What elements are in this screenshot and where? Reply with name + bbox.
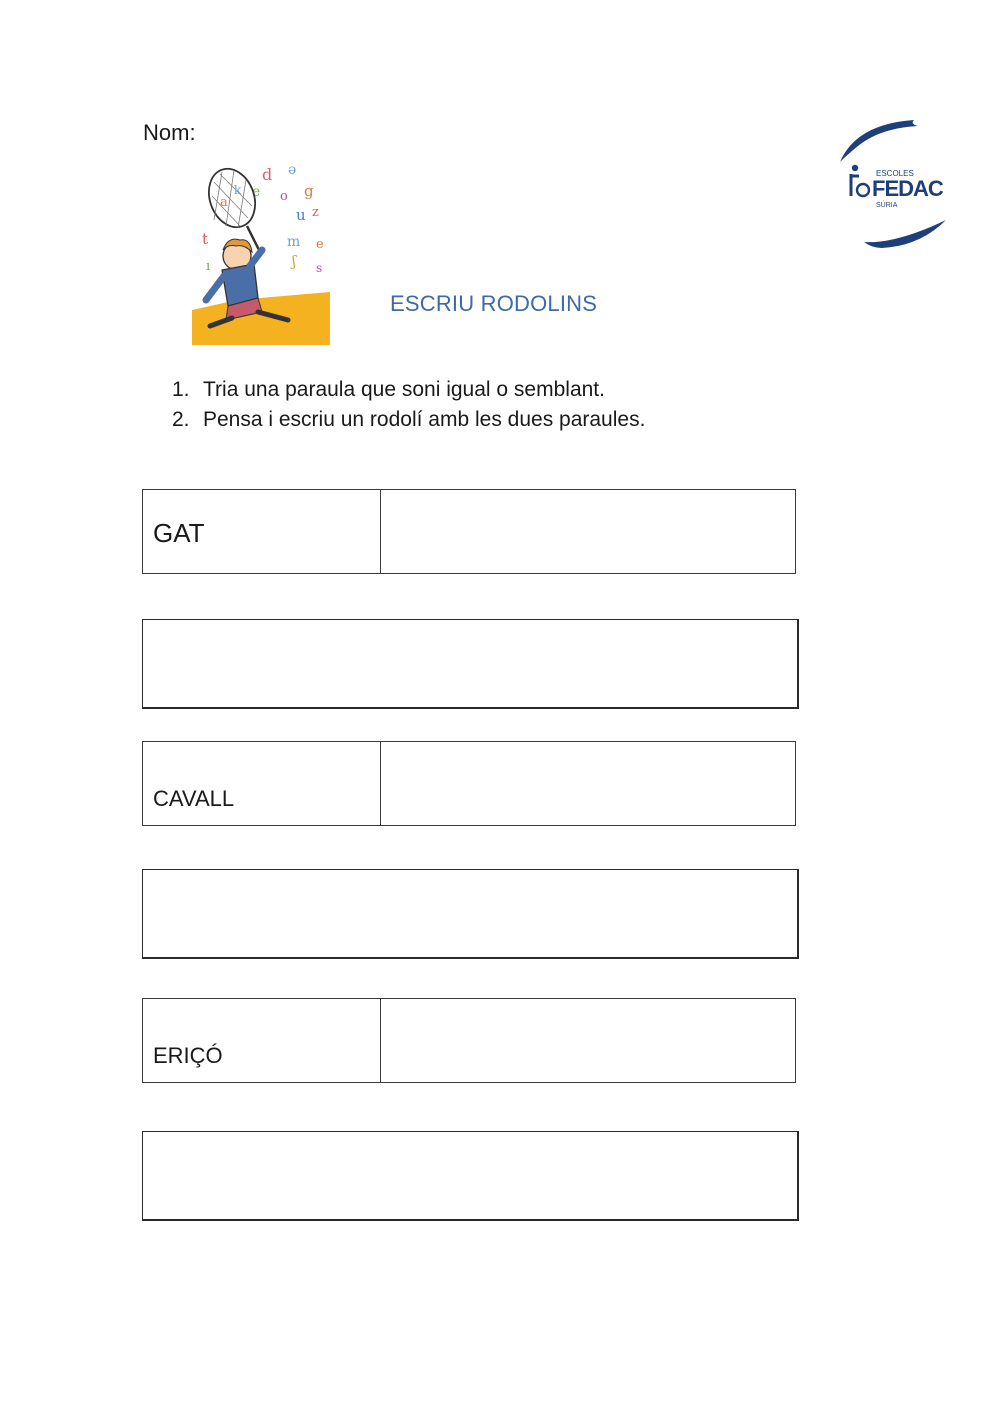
verse-writing-box[interactable]: [142, 619, 799, 709]
svg-text:s: s: [316, 261, 323, 275]
svg-text:m: m: [287, 234, 301, 250]
given-word: CAVALL: [153, 786, 235, 811]
svg-text:ʃ: ʃ: [292, 252, 297, 270]
rhyme-word-field[interactable]: [381, 999, 795, 1082]
svg-text:a: a: [220, 195, 228, 210]
instruction-item: 1. Tria una paraula que soni igual o semblant.: [172, 378, 605, 401]
svg-text:ı: ı: [206, 259, 211, 274]
illustration-child-catching-letters: [192, 160, 330, 345]
instruction-item: 2. Pensa i escriu un rodolí amb les dues paraules.: [172, 408, 646, 431]
word-table-cavall: [142, 741, 796, 826]
svg-text:t: t: [202, 230, 209, 248]
given-word-cell: [143, 999, 381, 1082]
svg-text:d: d: [262, 165, 273, 184]
svg-text:z: z: [312, 205, 319, 220]
given-word-cell: [143, 742, 381, 825]
svg-text:ə: ə: [288, 162, 297, 178]
svg-text:k: k: [234, 183, 242, 197]
given-word: ERIÇÓ: [153, 1043, 223, 1068]
svg-text:u: u: [296, 206, 306, 224]
instructions-list: [172, 375, 645, 435]
page-title: ESCRIU RODOLINS: [390, 291, 598, 316]
logo-text-bottom: SÚRIA: [876, 202, 898, 209]
verse-writing-box[interactable]: [142, 869, 799, 959]
logo-text-top: ESCOLES: [876, 169, 914, 178]
given-word-cell: [143, 490, 381, 573]
word-table-gat: [142, 489, 796, 574]
svg-text:e: e: [316, 237, 324, 252]
svg-text:o: o: [280, 189, 288, 204]
svg-text:e: e: [252, 184, 261, 200]
word-table-erico: [142, 998, 796, 1083]
given-word: GAT: [153, 518, 205, 548]
fedac-logo: [836, 118, 954, 250]
logo-text-main: FEDAC: [872, 176, 943, 201]
name-label: Nom:: [143, 120, 196, 145]
verse-writing-box[interactable]: [142, 1131, 799, 1221]
rhyme-word-field[interactable]: [381, 490, 795, 573]
rhyme-word-field[interactable]: [381, 742, 795, 825]
svg-text:g: g: [304, 182, 314, 200]
